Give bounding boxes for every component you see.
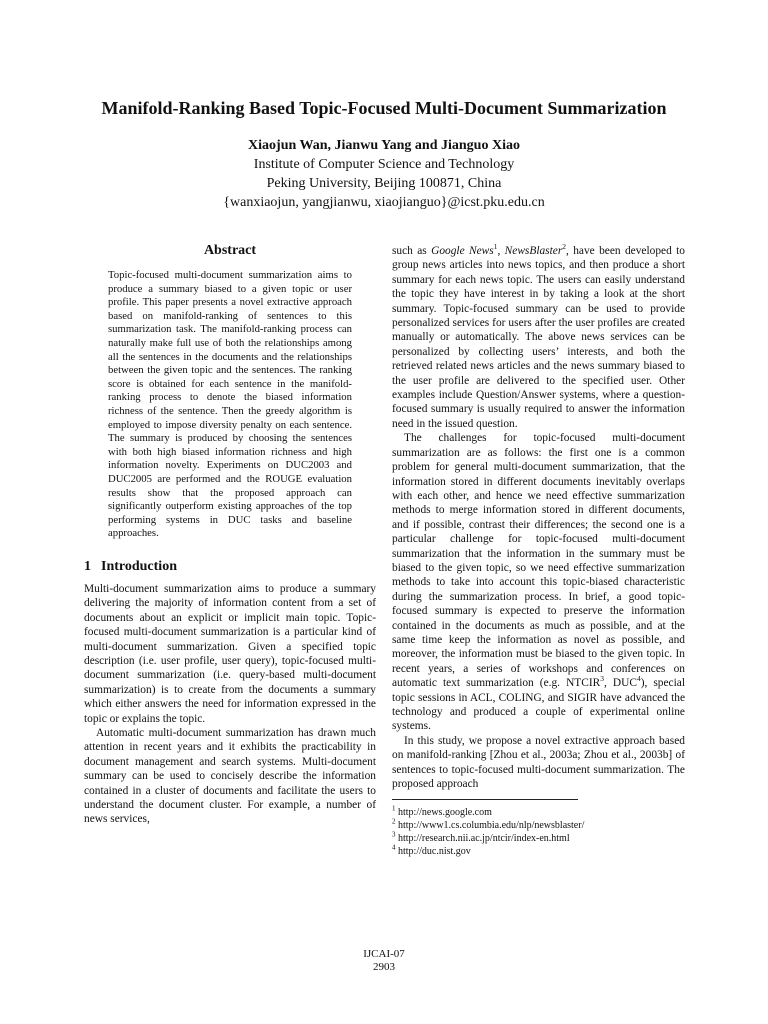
left-column bbox=[84, 240, 376, 827]
footnote-ref-1: 1 bbox=[493, 242, 498, 252]
page-footer bbox=[0, 948, 768, 974]
section-number: 1 bbox=[84, 558, 91, 574]
newsblaster-name: NewsBlaster bbox=[504, 245, 563, 257]
footnote-2-url: http://www1.cs.columbia.edu/nlp/newsblaster/ bbox=[398, 820, 585, 832]
section-title: Introduction bbox=[101, 558, 177, 574]
intro-paragraph-2: Automatic multi-document summarization has drawn much attention in recent years and it exhibits the practicability in document management and search systems. Multi-document summary can be used to concisely describe the information contained in a cluster of documents and facilitate the users to understand the document cluster. For example, a number of news services, bbox=[84, 726, 376, 826]
right-column bbox=[392, 244, 685, 858]
footnote-2: $^2$ http://www1.cs.columbia.edu/nlp/newsblaster/ bbox=[392, 818, 585, 832]
footnote-ref-2: 2 bbox=[562, 242, 567, 252]
affiliation-university: Peking University, Beijing 100871, China bbox=[266, 176, 502, 191]
intro-paragraph-1: Multi-document summarization aims to produce a summary delivering the majority of information content from a set of documents about an explicit or implicit main topic. Topic-focused multi-document summarization is a particular kind of multi-document summarization. Given a specified topic description (i.e. user profile, user query), topic-focused multi-document summarization (i.e. query-based multi-document summarization) is to create from the documents a summary which either answers the need for information expressed in the topic or explains the topic. bbox=[84, 582, 376, 725]
intro-paragraph-3: The challenges for topic-focused multi-document summarization are as follows: the first one is a common problem for general multi-document summarization, that the information stored in different documents inevitably overlaps with each other, and hence we need effective summarization methods to merge information stored in different documents, and if possible, contrast their differences; the second one is a particular challenge for topic-focused multi-document summarization that the information in the summary must be biased to the given topic, so we need effective summarization methods to take into account this topic-biased characteristic during the summarization process. In brief, a good topic-focused summary is expected to preserve the information contained in the documents as much as possible, and at the same time keep the information as novel as possible, and moreover, the information must be biased to the given topic. In recent years, a series of workshops and conferences on automatic text summarization (e.g. NTCIR$^3$, DUC$^4$), special topic sessions in ACL, COLING, and SIGIR have advanced the technology and produced a couple of experimental online systems. bbox=[392, 432, 685, 733]
intro-paragraph-2-continued: such as Google News$^1$, NewsBlaster$^2$, have been developed to group news articles into news topics, and then produce a short summary for each news topic. The users can easily understand the topic they have interest in by taking a look at the short summary. Topic-focused summary can be used to provide personalized services for users after the user profiles are created manually or automatically. The above news services can be personalized by collecting users’ interests, and both the retrieved related news articles and the news summary biased to the user profile are delivered to the specified user. Other examples include Question/Answer systems, where a question-focused summary is usually required to answer the information need in the issued question. bbox=[392, 242, 685, 430]
author-emails: {wanxiaojun, yangjianwu, xiaojianguo}@icst.pku.edu.cn bbox=[223, 195, 545, 210]
intro-paragraph-4: In this study, we propose a novel extractive approach based on manifold-ranking [Zhou et al., 2003a; Zhou et al., 2003b] of sentences to topic-focused multi-document summarization. The proposed approach bbox=[392, 734, 685, 791]
footnote-4-url: http://duc.nist.gov bbox=[398, 846, 471, 858]
abstract-heading: Abstract bbox=[203, 243, 257, 258]
google-news-name: Google News bbox=[431, 245, 494, 257]
footnote-rule bbox=[392, 799, 578, 800]
footnote-3: $^3$ http://research.nii.ac.jp/ntcir/index-en.html bbox=[392, 831, 570, 845]
author-block bbox=[0, 136, 768, 212]
footnote-1-url: http://news.google.com bbox=[398, 807, 492, 819]
footnote-1: $^1$ http://news.google.com bbox=[392, 805, 492, 819]
author-names: Xiaojun Wan, Jianwu Yang and Jianguo Xiao bbox=[248, 138, 520, 153]
footnote-4: $^4$ http://duc.nist.gov bbox=[392, 844, 471, 858]
footnote-3-url: http://research.nii.ac.jp/ntcir/index-en.html bbox=[398, 833, 570, 845]
page-number: 2903 bbox=[373, 961, 395, 973]
affiliation-institute: Institute of Computer Science and Technology bbox=[253, 157, 515, 172]
section-heading-introduction bbox=[84, 558, 376, 576]
venue-label: IJCAI-07 bbox=[363, 948, 405, 960]
footnote-ref-3: 3 bbox=[600, 674, 604, 684]
paper-title: Manifold-Ranking Based Topic-Focused Multi-Document Summarization bbox=[101, 98, 667, 118]
footnote-ref-4: 4 bbox=[636, 674, 641, 684]
abstract-text: Topic-focused multi-document summarization aims to produce a summary biased to a given topic or user profile. This paper presents a novel extractive approach based on manifold-ranking of sentences to this summarization task. The manifold-ranking process can naturally make full use of both the relationships among all the sentences in the documents and the relationships between the given topic and the sentences. The ranking score is obtained for each sentence in the manifold-ranking process to denote the biased information richness of the sentence. Then the greedy algorithm is employed to impose diversity penalty on each sentence. The summary is produced by choosing the sentences with both high biased information richness and high information novelty. Experiments on DUC2003 and DUC2005 are performed and the ROUGE evaluation results show that the proposed approach can significantly outperform existing approaches of the top performing systems in DUC tasks and baseline approaches. bbox=[108, 269, 352, 540]
footnotes bbox=[392, 806, 685, 858]
